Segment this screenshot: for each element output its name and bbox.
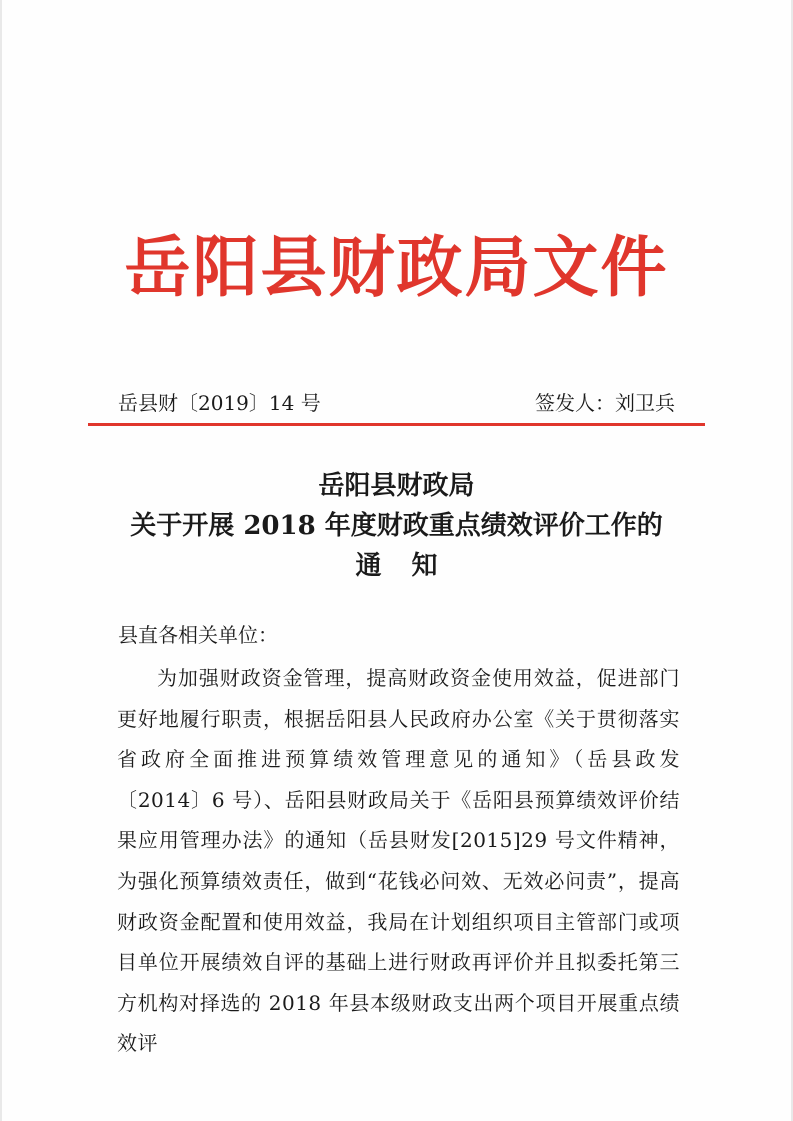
notice-title xyxy=(0,466,793,586)
document-signer: 签发人：刘卫兵 xyxy=(535,391,675,415)
red-divider-line xyxy=(88,423,705,426)
notice-title-line-3: 通知 xyxy=(355,551,468,581)
body-paragraph: 为加强财政资金管理，提高财政资金使用效益，促进部门更好地履行职责，根据岳阳县人民政府办公室《关于贯彻落实省政府全面推进预算绩效管理意见的通知》（岳县政发〔2014〕6 号）、岳阳县财政局关于《岳阳县预算绩效评价结果应用管理办法》的通知（岳县财发[2015]29 号文件精神，为强化预算绩效责任，做到“花钱必问效、无效必问责”，提高财政资金配置和使用效益，我局在计划组织项目主管部门或项目单位开展绩效自评的基础上进行财政再评价并且拟委托第三方机构对择选的 2018 年县本级财政支出两个项目开展重点绩效评 xyxy=(117,666,680,1056)
salutation: 县直各相关单位： xyxy=(118,623,278,647)
notice-title-line-1: 岳阳县财政局 xyxy=(318,471,475,501)
document-number: 岳县财〔2019〕14 号 xyxy=(118,391,321,415)
notice-title-line-2: 关于开展 2018 年度财政重点绩效评价工作的 xyxy=(130,511,663,541)
document-header-title: 岳阳县财政局文件 xyxy=(124,229,669,306)
